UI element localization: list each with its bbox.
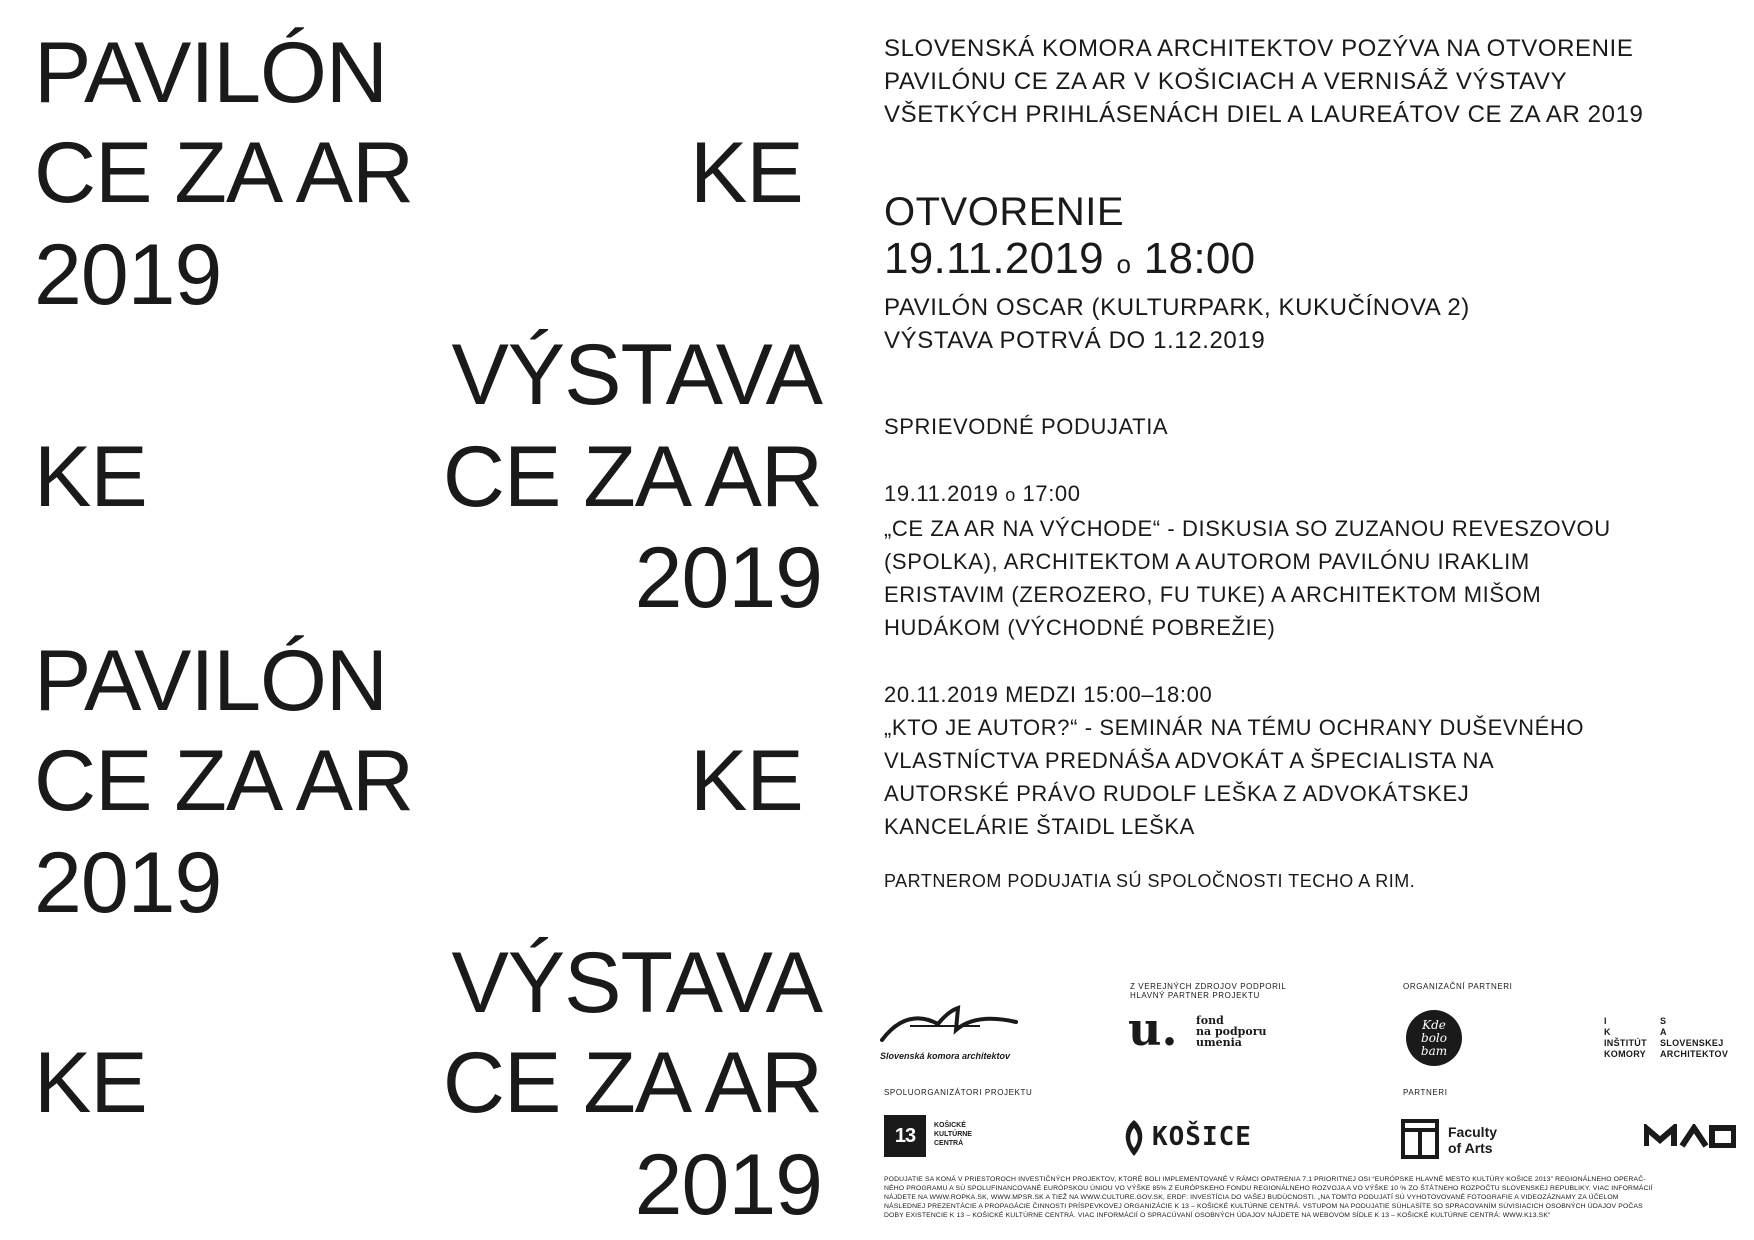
iksa-letter: I	[1604, 1016, 1607, 1026]
ska-logo	[880, 1004, 1020, 1066]
partners-note: PARTNEROM PODUJATIA SÚ SPOLOČNOSTI TECHO A RIM.	[884, 871, 1416, 891]
event-2-datetime: 20.11.2019 MEDZI 15:00–18:00	[884, 682, 1213, 707]
fpu-text	[1196, 1015, 1267, 1048]
fineprint-line: NÁSLEDNEJ PREZENTÁCIE A PROPAGÁCIE ČINNOSTI PRÍSPEVKOVEJ ORGANIZÁCIE K 13 – KOŠICKÉ KULTÚRNE CENTRÁ. VSTUPOM NA PODUJATIE SÚHLASÍTE SO SPRACOVANÍM SÚVISIACICH OSOBNÝCH ÚDAJOV POČAS	[884, 1203, 1643, 1210]
partners-label: PARTNERI	[1403, 1088, 1448, 1097]
opening-title: OTVORENIE	[884, 190, 1125, 234]
vystava-title: VÝSTAVA	[451, 935, 822, 1031]
ska-mark-icon	[880, 1004, 1020, 1044]
intro-line: VŠETKÝCH PRIHLÁSENÁCH DIEL A LAUREÁTOV CE ZA AR 2019	[884, 101, 1644, 128]
event-2-line: KANCELÁRIE ŠTAIDL LEŠKA	[884, 814, 1195, 839]
year-text: 2019	[34, 835, 222, 931]
event-1-o: o	[1005, 485, 1016, 505]
k13-mark-icon: 13	[884, 1115, 926, 1157]
fpu-line: na podporu	[1196, 1025, 1267, 1038]
ce-za-ar-text: CE ZA AR	[442, 429, 822, 525]
opening-time: 18:00	[1143, 234, 1256, 283]
faculty-mark-icon	[1400, 1118, 1440, 1160]
opening-datetime	[884, 234, 1744, 289]
event-2-line: VLASTNÍCTVA PREDNÁŠA ADVOKÁT A ŠPECIALISTA NA	[884, 748, 1495, 773]
kde-line: bam	[1420, 1044, 1448, 1058]
fpu-line: fond	[1196, 1014, 1224, 1027]
faculty-line: of Arts	[1448, 1140, 1493, 1156]
ke-text: KE	[34, 1035, 147, 1131]
iksa-word: ARCHITEKTOV	[1660, 1049, 1729, 1059]
year-text: 2019	[634, 1137, 822, 1233]
label-line: HLAVNÝ PARTNER PROJEKTU	[1130, 991, 1260, 1000]
kosice-wordmark: KOŠICE	[1152, 1122, 1252, 1152]
public-support-label	[1130, 982, 1286, 1000]
iksa-word: KOMORY	[1604, 1049, 1646, 1059]
kosice-emblem-icon	[1120, 1118, 1148, 1158]
fpu-line: umenia	[1196, 1036, 1242, 1049]
intro-line: SLOVENSKÁ KOMORA ARCHITEKTOV POZÝVA NA OTVORENIE	[884, 35, 1634, 62]
iksa-letter: A	[1660, 1027, 1667, 1037]
ke-text: KE	[690, 733, 803, 829]
ke-text: KE	[690, 125, 803, 221]
faculty-of-arts-logo	[1400, 1118, 1520, 1162]
kde-line: bolo	[1421, 1031, 1447, 1045]
year-text: 2019	[34, 227, 222, 323]
event-1-date: 19.11.2019	[884, 481, 999, 506]
co-organizers-label: SPOLUORGANIZÁTORI PROJEKTU	[884, 1088, 1033, 1097]
opening-date: 19.11.2019	[884, 234, 1104, 283]
kosice-logo	[1120, 1118, 1270, 1160]
fineprint-line: DOBY EXISTENCIE K 13 – KOŠICKÉ KULTÚRNE CENTRÁ. VIAC INFORMÁCIÍ O SPRACÚVANÍ OSOBNÝCH ÚDAJOV NÁJDETE NA WEBOVOM SÍDLE K 13 – KOŠICKÉ KULTÚRNE CENTRÁ: WWW.K13.SK“	[884, 1212, 1551, 1219]
fpu-u-mark: u.	[1128, 1002, 1178, 1056]
opening-duration: VÝSTAVA POTRVÁ DO 1.12.2019	[884, 327, 1266, 354]
iksa-letter: S	[1660, 1016, 1667, 1026]
label-line: Z VEREJNÝCH ZDROJOV PODPORIL	[1130, 982, 1287, 991]
mao-mark-icon	[1644, 1124, 1736, 1148]
vystava-title: VÝSTAVA	[451, 327, 822, 423]
ce-za-ar-text: CE ZA AR	[34, 733, 414, 829]
faculty-text	[1448, 1124, 1497, 1156]
legal-fineprint	[884, 1175, 1734, 1220]
ce-za-ar-text: CE ZA AR	[34, 125, 414, 221]
kde-line: Kde	[1422, 1018, 1446, 1032]
iksa-left	[1604, 1016, 1647, 1060]
pavilon-title: PAVILÓN	[34, 633, 388, 729]
iksa-right	[1660, 1016, 1728, 1060]
event-1-line: (SPOLKA), ARCHITEKTOM A AUTOROM PAVILÓNU IRAKLIM	[884, 549, 1530, 574]
k13-line: KULTÚRNE	[934, 1131, 972, 1138]
mao-wordmark	[1644, 1124, 1645, 1125]
fineprint-line: PODUJATIE SA KONÁ V PRIESTOROCH INVESTIČNÝCH PROJEKTOV, KTORÉ BOLI IMPLEMENTOVANÉ V RÁMCI OPATRENIA 7.1 PRIORITNEJ OSI “EURÓPSKE HLAVNÉ MESTO KULTÚRY KOŠICE 2013” REGIONÁLNEHO OPERAČ-	[884, 1176, 1646, 1183]
iksa-logo	[1604, 1016, 1744, 1062]
event-1-line: „CE ZA AR NA VÝCHODE“ - DISKUSIA SO ZUZANOU REVESZOVOU	[884, 516, 1611, 541]
ce-za-ar-text: CE ZA AR	[442, 1035, 822, 1131]
org-partners-label: ORGANIZAČNÍ PARTNERI	[1403, 982, 1513, 991]
events-heading: SPRIEVODNÉ PODUJATIA	[884, 414, 1169, 439]
event-2	[884, 678, 1744, 843]
event-1-line: HUDÁKOM (VÝCHODNÉ POBREŽIE)	[884, 615, 1276, 640]
intro-text	[884, 32, 1744, 131]
ke-text: KE	[34, 429, 147, 525]
opening-o: o	[1116, 249, 1132, 279]
event-1-line: ERISTAVIM (ZEROZERO, FU TUKE) A ARCHITEKTOM MIŠOM	[884, 582, 1542, 607]
iksa-word: SLOVENSKEJ	[1660, 1038, 1724, 1048]
event-2-line: „KTO JE AUTOR?“ - SEMINÁR NA TÉMU OCHRANY DUŠEVNÉHO	[884, 715, 1585, 740]
pavilon-title: PAVILÓN	[34, 25, 388, 121]
ska-name: Slovenská komora architektov	[880, 1051, 1011, 1061]
event-2-line: AUTORSKÉ PRÁVO RUDOLF LEŠKA Z ADVOKÁTSKEJ	[884, 781, 1470, 806]
faculty-line: Faculty	[1448, 1124, 1498, 1140]
mao-logo	[1644, 1124, 1736, 1158]
kde-bolo-bam-logo	[1406, 1010, 1462, 1066]
iksa-word: INŠTITÚT	[1604, 1038, 1647, 1048]
k13-line: CENTRÁ	[934, 1140, 964, 1147]
opening-place: PAVILÓN OSCAR (KULTURPARK, KUKUČÍNOVA 2)	[884, 294, 1470, 321]
intro-line: PAVILÓNU CE ZA AR V KOŠICIACH A VERNISÁŽ VÝSTAVY	[884, 68, 1568, 95]
event-1-time: 17:00	[1022, 481, 1081, 506]
year-text: 2019	[634, 530, 822, 626]
event-1	[884, 477, 1744, 644]
k13-logo	[884, 1115, 994, 1159]
iksa-letter: K	[1604, 1027, 1611, 1037]
k13-text	[934, 1121, 972, 1148]
opening-block	[884, 190, 1744, 357]
fineprint-line: NÉHO PROGRAMU A SÚ SPOLUFINANCOVANÉ EURÓPSKOU ÚNIOU VO VÝŠKE 85% Z EURÓPSKEHO FONDU REGIONÁLNEHO ROZVOJA A VO VÝŠKE 10 % ZO ŠTÁTNEHO ROZPOČTU SLOVENSKEJ REPUBLIKY. VIAC INFORMÁCIÍ	[884, 1185, 1653, 1192]
fpu-logo	[1128, 1002, 1288, 1060]
event-1-datetime	[884, 477, 1744, 512]
k13-line: KOŠICKÉ	[934, 1122, 966, 1129]
fineprint-line: NÁJDETE NA WWW.ROPKA.SK, WWW.MPSR.SK A TIEŽ NA WWW.CULTURE.GOV.SK, ERDF: INVESTÍCIA DO VAŠEJ BUDÚCNOSTI. „NA TOMTO PODUJATÍ SÚ VYHOTOVOVANÉ FOTOGRAFIE A VIDEOZÁZNAMY ZA ÚČELOM	[884, 1194, 1619, 1201]
